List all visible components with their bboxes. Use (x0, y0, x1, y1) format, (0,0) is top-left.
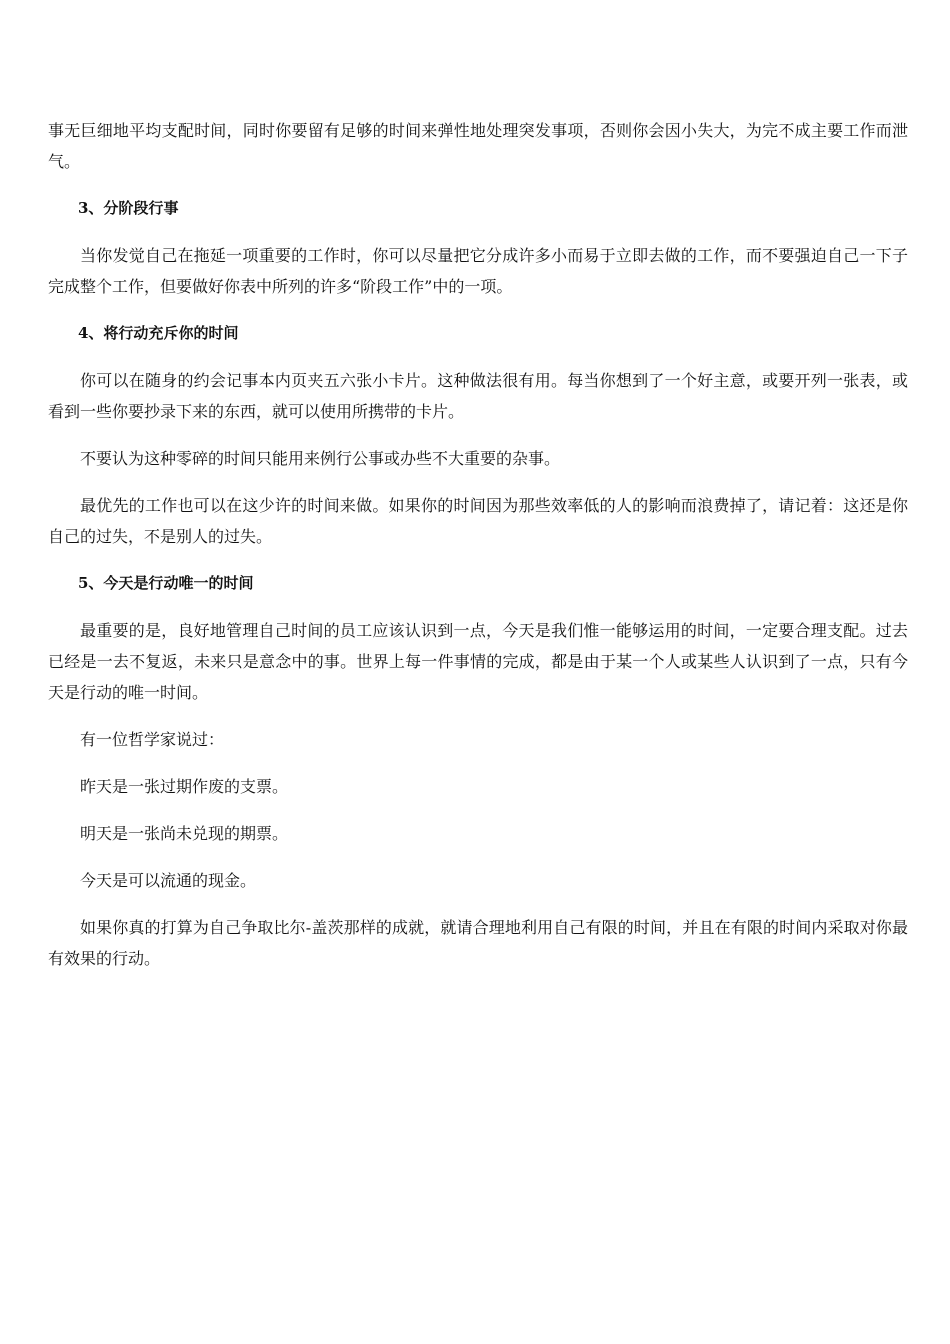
paragraph: 明天是一张尚未兑现的期票。 (80, 824, 289, 843)
section-heading-3: 3、分阶段行事 (78, 199, 179, 217)
paragraph: 当你发觉自己在拖延一项重要的工作时，你可以尽量把它分成许多小而易于立即去做的工作，而不要强迫自己一下子完成整个工作，但要做好你表中所列的许多“阶段工作”中的一项。 (48, 246, 908, 296)
paragraph: 昨天是一张过期作废的支票。 (80, 777, 289, 796)
document-page (48, 115, 908, 990)
paragraph: 如果你真的打算为自己争取比尔-盖茨那样的成就，就请合理地利用自己有限的时间，并且在有限的时间内采取对你最有效果的行动。 (48, 918, 908, 968)
paragraph: 最优先的工作也可以在这少许的时间来做。如果你的时间因为那些效率低的人的影响而浪费掉了，请记着：这还是你自己的过失，不是别人的过失。 (48, 496, 908, 546)
paragraph: 有一位哲学家说过： (80, 730, 225, 749)
paragraph-continuation: 事无巨细地平均支配时间，同时你要留有足够的时间来弹性地处理突发事项，否则你会因小失大，为完不成主要工作而泄气。 (48, 121, 908, 171)
paragraph: 今天是可以流通的现金。 (80, 871, 257, 890)
paragraph: 不要认为这种零碎的时间只能用来例行公事或办些不大重要的杂事。 (80, 449, 561, 468)
section-heading-5: 5、今天是行动唯一的时间 (78, 574, 254, 592)
paragraph: 你可以在随身的约会记事本内页夹五六张小卡片。这种做法很有用。每当你想到了一个好主意，或要开列一张表，或看到一些你要抄录下来的东西，就可以使用所携带的卡片。 (48, 371, 908, 421)
section-heading-4: 4、将行动充斥你的时间 (78, 324, 239, 342)
paragraph: 最重要的是，良好地管理自己时间的员工应该认识到一点，今天是我们惟一能够运用的时间，一定要合理支配。过去已经是一去不复返，未来只是意念中的事。世界上每一件事情的完成，都是由于某一个人或某些人认识到了一点，只有今天是行动的唯一时间。 (48, 621, 908, 702)
